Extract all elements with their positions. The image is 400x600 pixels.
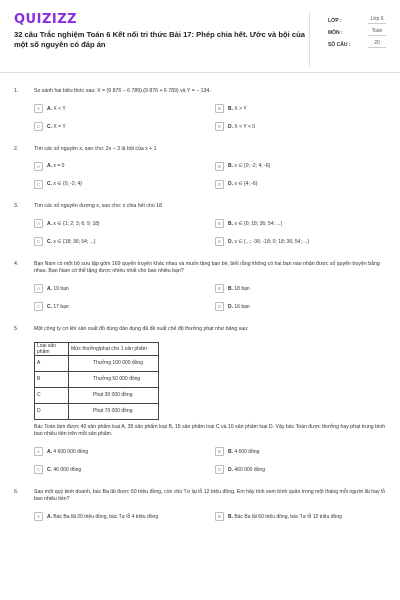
option-text: 4 600 đồng [234,448,260,455]
option-prefix: B. [228,285,233,292]
option-text: x ∈ {0; -2; 4} [53,181,82,188]
option-text: Bác Ba lãi 20 triệu đồng, bác Tư lỗ 4 triệu đồng [53,513,159,520]
option-d[interactable] [215,302,386,312]
option-letter-badge: B [215,512,224,521]
option-prefix: B. [228,105,233,112]
option-text: X < Y [53,105,66,112]
option-text: X < Y < 0 [234,123,256,130]
option-text: x ∈ {18; 36; 54; ...} [53,238,96,245]
table-cell: Phạt 70 000 đồng [69,403,159,419]
option-prefix: C. [47,123,52,130]
option-letter-badge: D [215,180,224,189]
option-prefix: A. [47,448,52,455]
meta-value: Lớp 6 [368,16,386,24]
option-c[interactable] [34,237,205,247]
option-prefix: C. [47,303,52,310]
header-rule [0,72,400,73]
meta-row-count [328,40,386,48]
option-prefix: A. [47,513,52,520]
question-4 [14,261,386,312]
question-3 [14,203,386,247]
meta-panel [328,16,386,52]
table-row [35,403,159,419]
option-d[interactable] [215,122,386,132]
option-prefix: D. [228,466,233,473]
option-letter-badge: C [34,122,43,131]
option-b[interactable] [215,284,386,294]
option-letter-badge: D [215,302,224,311]
option-a[interactable] [34,161,205,171]
answer-options [34,284,386,312]
table-cell: C [35,387,69,403]
option-b[interactable] [215,161,386,171]
question-6 [14,489,386,522]
meta-value: 20 [368,40,386,48]
option-a[interactable] [34,104,205,114]
option-c[interactable] [34,179,205,189]
table-cell: Phạt 30 000 đồng [69,387,159,403]
option-a[interactable] [34,219,205,229]
option-a[interactable] [34,512,205,522]
option-letter-badge: B [215,284,224,293]
option-text: 46 000 đồng [53,466,82,473]
answer-options [34,161,386,189]
question-text: Một công ty cơ khí sản xuất đồ dùng dân dụng đã đề xuất chế độ thưởng phạt như bảng sau: [34,325,249,332]
option-b[interactable] [215,447,386,457]
option-d[interactable] [215,179,386,189]
option-letter-badge: B [215,447,224,456]
option-a[interactable] [34,284,205,294]
option-letter-badge: C [34,180,43,189]
option-prefix: A. [47,163,52,170]
question-2 [14,146,386,190]
table-header: Loại sản phẩm [35,342,69,355]
question-number: 1. [14,88,19,94]
answer-options [34,447,386,475]
quizizz-logo: QUIZIZZ [14,12,78,27]
option-text: 18 bạn [234,285,250,292]
option-prefix: A. [47,285,52,292]
option-b[interactable] [215,219,386,229]
option-letter-badge: A [34,512,43,521]
option-letter-badge: D [215,122,224,131]
meta-row-subject [328,28,386,36]
option-b[interactable] [215,104,386,114]
option-prefix: B. [228,513,233,520]
option-text: x ∈ {4; -6} [234,181,258,188]
option-letter-badge: A [34,162,43,171]
question-number: 4. [14,260,19,267]
table-cell: Thưởng 100 000 đồng [69,355,159,371]
option-b[interactable] [215,512,386,522]
table-row [35,387,159,403]
option-letter-badge: A [34,447,43,456]
question-1 [14,88,386,132]
option-letter-badge: A [34,104,43,113]
question-followup-text: Bác Toàn làm được 40 sản phẩm loại A, 35 sản phẩm loại B, 15 sản phẩm loại C và 10 sản phẩm loại D. Vậy bác Toàn được thưởng hay phạt trung bình bao nhiêu tiền trên mỗi sản phẩm. [34,423,386,438]
option-letter-badge: B [215,104,224,113]
question-number: 3. [14,203,19,210]
option-prefix: B. [228,163,233,170]
table-cell: A [35,355,69,371]
option-c[interactable] [34,302,205,312]
option-letter-badge: D [215,237,224,246]
table-cell: Thưởng 50 000 đồng [69,371,159,387]
option-text: x = 0 [53,163,65,170]
meta-row-class [328,16,386,24]
meta-label: LỚP : [328,18,342,24]
meta-label: SỐ CÂU : [328,42,351,48]
option-prefix: C. [47,466,52,473]
option-prefix: C. [47,181,52,188]
option-a[interactable] [34,447,205,457]
page-title: 32 câu Trắc nghiệm Toán 6 Kết nối tri thức Bài 17: Phép chia hết. Ước và bội của một số nguyên có đáp án [14,30,305,49]
option-text: 460 000 đồng [234,466,265,473]
option-prefix: B. [228,220,233,227]
option-prefix: D. [228,181,233,188]
option-c[interactable] [34,122,205,132]
option-prefix: A. [47,220,52,227]
option-letter-badge: B [215,219,224,228]
option-text: Bác Ba lãi 60 triệu đồng, bác Tư lỗ 12 triệu đồng [234,513,342,520]
header-divider [309,12,310,66]
option-letter-badge: A [34,219,43,228]
option-letter-badge: C [34,302,43,311]
question-list [14,88,386,536]
option-d[interactable] [215,237,386,247]
table-header-row [35,342,159,355]
reward-table [34,342,159,420]
option-prefix: D. [228,123,233,130]
option-text: 17 bạn [53,303,69,310]
meta-label: MÔN : [328,30,343,36]
option-prefix: B. [228,448,233,455]
option-prefix: D. [228,238,233,245]
question-number: 2. [14,145,19,152]
option-text: X = Y [53,123,66,130]
option-prefix: A. [47,105,52,112]
answer-options [34,104,386,132]
question-5 [14,326,386,475]
page-header [14,12,386,70]
question-text: Sau một quý kinh doanh, bác Ba lãi được 60 triệu đồng, còn chú Tư lại lỗ 12 triệu đồng. Em hãy tính xem bình quân trong một tháng mỗi người lãi hay lỗ bao nhiêu tiền? [34,488,386,503]
option-text: x ∈ {...; -36; -18; 0; 18; 36; 54; ...} [234,238,310,245]
option-text: 19 bạn [53,285,69,292]
meta-value: Toán [368,28,386,36]
question-text: Bạn Nam có một bộ sưu tập gồm 169 quyển truyện khác nhau và muốn tặng bạn bè, biết rằng không có hai bạn nào nhận được số quyển truyện bằng nhau. Bạn Nam có thể tặng được nhiều nhất cho bao nhiêu bạn? [34,260,380,275]
option-text: x ∈ {1; 2; 3; 6; 9; 18} [53,220,100,227]
option-prefix: D. [228,303,233,310]
option-text: x ∈ {0; -2; 4; -6} [234,163,271,170]
table-row [35,371,159,387]
option-text: 4 600 000 đồng [53,448,89,455]
answer-options [34,512,386,522]
table-cell: D [35,403,69,419]
option-letter-badge: C [34,465,43,474]
table-row [35,355,159,371]
table-cell: B [35,371,69,387]
option-letter-badge: C [34,237,43,246]
table-header: Mức thưởng/phạt cho 1 sản phẩm [69,342,159,355]
option-d[interactable] [215,465,386,475]
answer-options [34,219,386,247]
question-number: 6. [14,488,19,495]
question-text: So sánh hai biểu thức sau: X = (9 876 − 6 789).(9 876 + 6 789) và Y = − 134. [34,88,211,94]
option-letter-badge: A [34,284,43,293]
option-text: x ∈ {0; 18; 36; 54; ...} [234,220,283,227]
option-letter-badge: B [215,162,224,171]
option-text: X > Y [234,105,247,112]
question-number: 5. [14,325,19,332]
option-text: 16 bạn [234,303,250,310]
option-letter-badge: D [215,465,224,474]
question-text: Tìm các số nguyên dương x, sao cho: x chia hết cho 18 [34,203,162,210]
option-prefix: C. [47,238,52,245]
question-text: Tìm các số nguyên x, sao cho: 2x − 3 là bội của x + 1 [34,145,157,152]
option-c[interactable] [34,465,205,475]
